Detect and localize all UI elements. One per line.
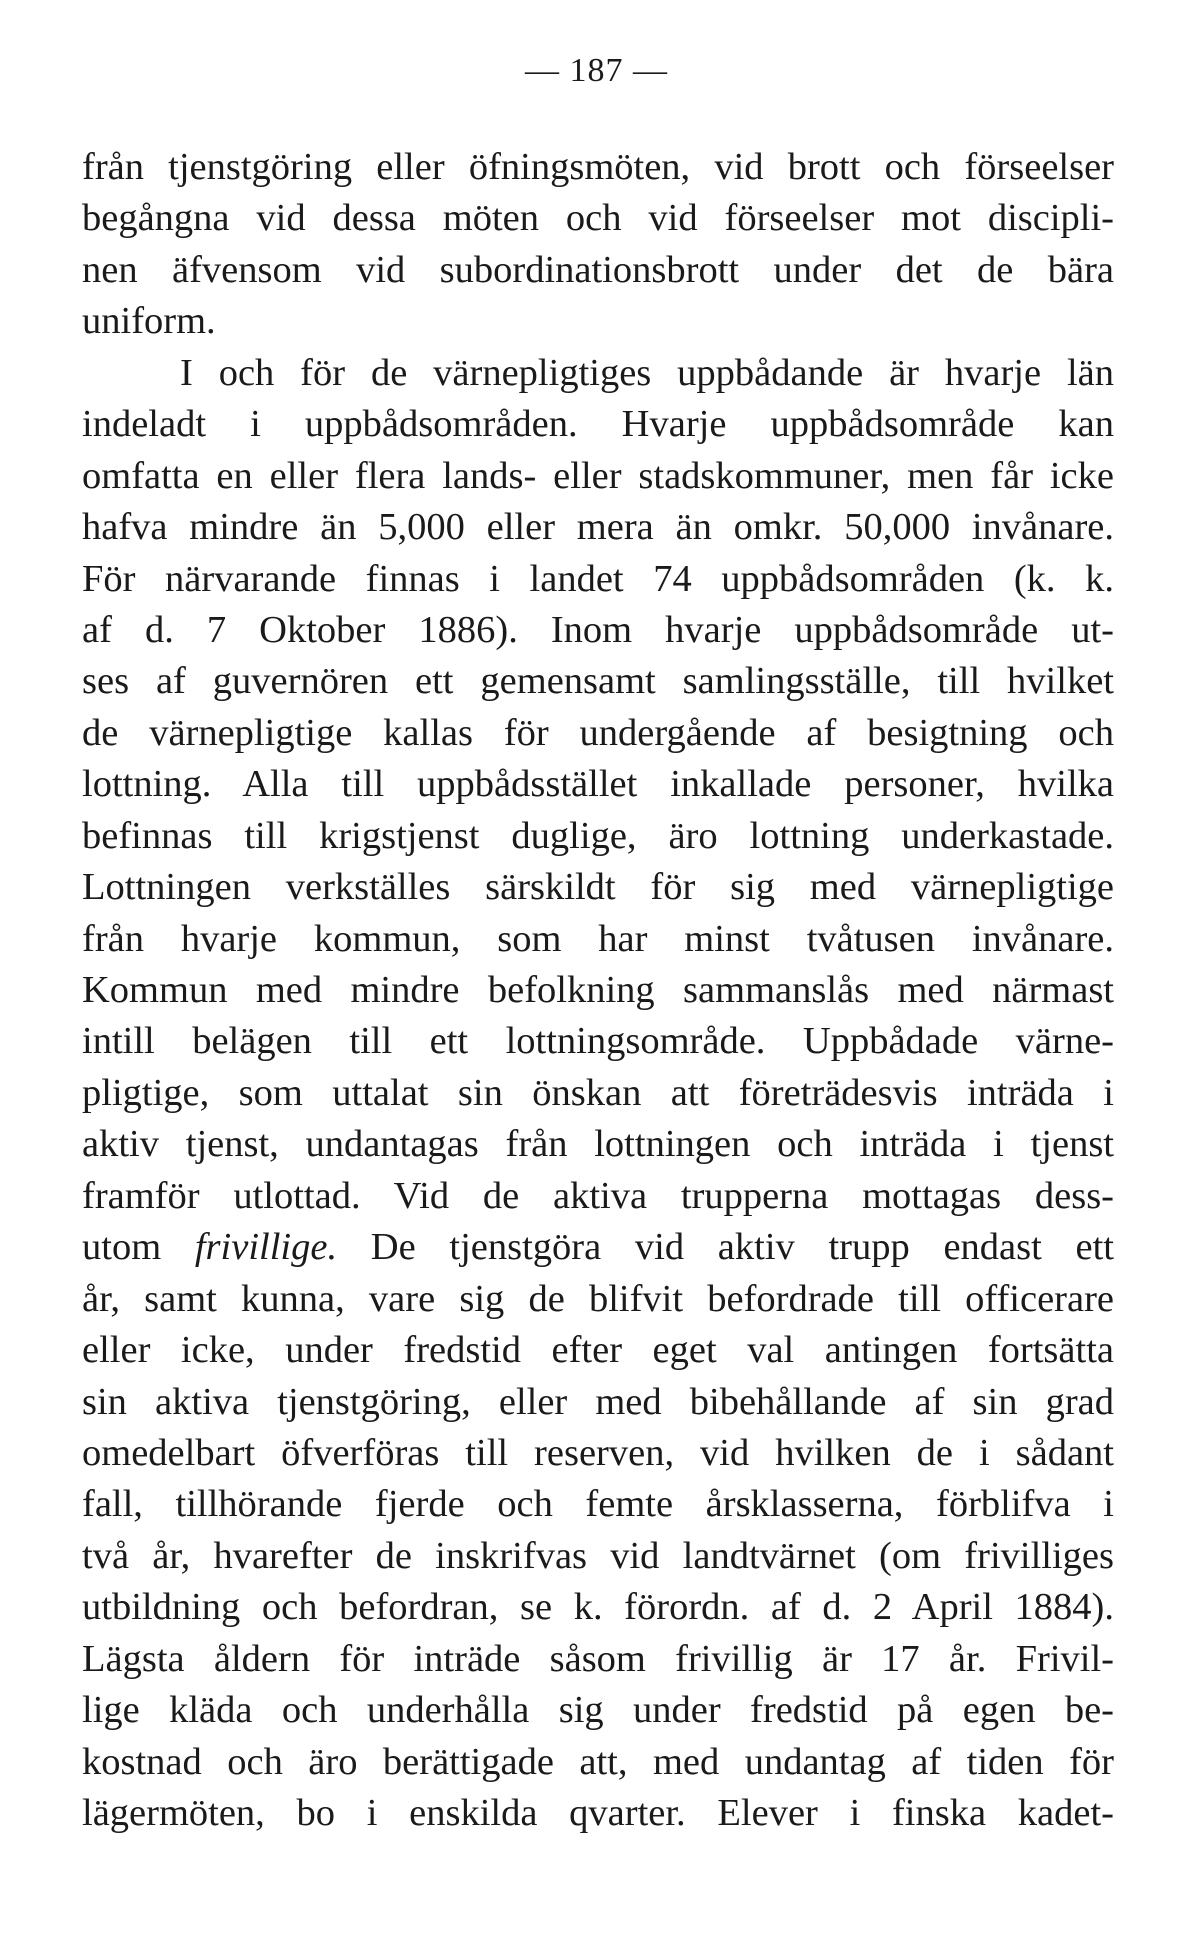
text-line: Kommun med mindre befolkning sammanslås med närmast (82, 969, 1114, 1011)
text-line: fall, tillhörande fjerde och femte årsklasserna, förblifva i (82, 1483, 1114, 1526)
text-line: lägermöten, bo i enskilda qvarter. Elever i finska kadet- (82, 1792, 1114, 1834)
text-line: kostnad och äro berättigade att, med undantag af tiden för (82, 1740, 1114, 1783)
text-line: pligtige, som uttalat sin önskan att företrädesvis inträda i (82, 1071, 1114, 1114)
text-line: nen äfvensom vid subordinationsbrott under det de bära (82, 248, 1114, 291)
text-line: lige kläda och underhålla sig under fredstid på egen be- (82, 1689, 1114, 1732)
text-segment: utom (82, 1226, 195, 1269)
text-line: aktiv tjenst, undantagas från lottningen och inträda i tjenst (82, 1123, 1114, 1166)
text-line: de värnepligtige kallas för undergående af besigtning och (82, 711, 1114, 754)
text-line: lottning. Alla till uppbådsstället inkallade personer, hvilka (82, 763, 1114, 806)
text-line: från hvarje kommun, som har minst tvåtusen invånare. (82, 917, 1114, 960)
text-line: af d. 7 Oktober 1886). Inom hvarje uppbådsområde ut- (82, 608, 1114, 651)
text-line: indeladt i uppbådsområden. Hvarje uppbådsområde kan (82, 403, 1114, 446)
text-line: två år, hvarefter de inskrifvas vid landtvärnet (om frivilliges (82, 1534, 1114, 1577)
text-line: För närvarande finnas i landet 74 uppbådsområden (k. k. (82, 557, 1114, 600)
text-line: år, samt kunna, vare sig de blifvit befordrade till officerare (82, 1277, 1114, 1320)
text-line: utbildning och befordran, se k. förordn. af d. 2 April 1884). (82, 1586, 1114, 1629)
italic-term: frivillige. (194, 1226, 338, 1269)
body-text (82, 142, 1114, 1839)
text-line: intill belägen till ett lottningsområde. Uppbådade värne- (82, 1020, 1114, 1063)
text-line: från tjenstgöring eller öfningsmöten, vid brott och förseelser (82, 146, 1114, 188)
text-line: eller icke, under fredstid efter eget val antingen fortsätta (82, 1329, 1114, 1372)
page-number: — 187 — (525, 52, 668, 89)
text-line: ses af guvernören ett gemensamt samlingsställe, till hvilket (82, 660, 1114, 703)
text-line: omedelbart öfverföras till reserven, vid hvilken de i sådant (82, 1431, 1114, 1474)
text-line: Lägsta åldern för inträde såsom frivillig är 17 år. Frivil- (82, 1637, 1114, 1680)
text-line-with-italic (82, 1222, 1114, 1273)
text-line: sin aktiva tjenstgöring, eller med bibehållande af sin grad (82, 1380, 1114, 1423)
text-line: I och för de värnepligtiges uppbådande är hvarje län (180, 351, 1114, 394)
text-line: uniform. (82, 300, 216, 343)
text-line: begångna vid dessa möten och vid förseelser mot discipli- (82, 197, 1114, 240)
text-line: framför utlottad. Vid de aktiva trupperna mottagas dess- (82, 1174, 1114, 1217)
text-line: omfatta en eller flera lands- eller stadskommuner, men får icke (82, 454, 1114, 497)
text-line: hafva mindre än 5,000 eller mera än omkr. 50,000 invånare. (82, 506, 1114, 549)
text-line: Lottningen verkställes särskildt för sig med värnepligtige (82, 866, 1114, 909)
text-line: befinnas till krigstjenst duglige, äro lottning underkastade. (82, 814, 1114, 857)
text-segment: De tjenstgöra vid aktiv trupp endast ett (337, 1226, 1114, 1269)
